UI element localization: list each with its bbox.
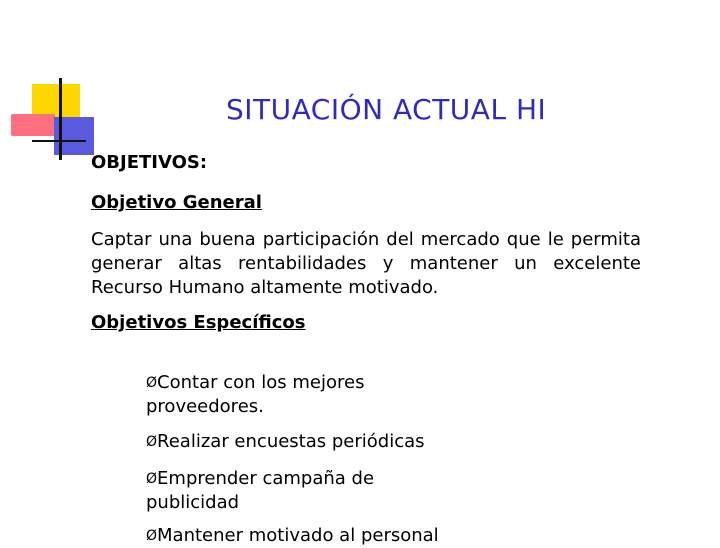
decor-horizontal-line [32, 140, 86, 142]
bullet-item [146, 371, 446, 419]
bullet-item [146, 524, 439, 548]
objectives-heading: OBJETIVOS: [91, 152, 208, 173]
arrow-bullet-icon: Ø [146, 375, 158, 391]
decor-vertical-line [59, 78, 62, 160]
general-objective-title: Objetivo General [91, 192, 262, 213]
general-objective-text: Captar una buena participación del mercado que le permita generar altas rentabilidades y mantener un excelente Recurso Humano altamente motivado. [91, 229, 641, 298]
bullet-text: Emprender campaña de publicidad [146, 468, 375, 513]
bullet-text: Contar con los mejores proveedores. [146, 372, 365, 417]
specific-objectives-title: Objetivos Específicos [91, 312, 306, 333]
bullet-text: Realizar encuestas periódicas [157, 431, 425, 452]
bullet-item [146, 467, 446, 515]
decor-red-bar [11, 114, 55, 136]
slide-title: SITUACIÓN ACTUAL HI [226, 93, 547, 126]
arrow-bullet-icon: Ø [146, 434, 158, 450]
arrow-bullet-icon: Ø [146, 471, 158, 487]
bullet-text: Mantener motivado al personal [157, 525, 439, 546]
bullet-item [146, 430, 446, 454]
arrow-bullet-icon: Ø [146, 528, 158, 544]
